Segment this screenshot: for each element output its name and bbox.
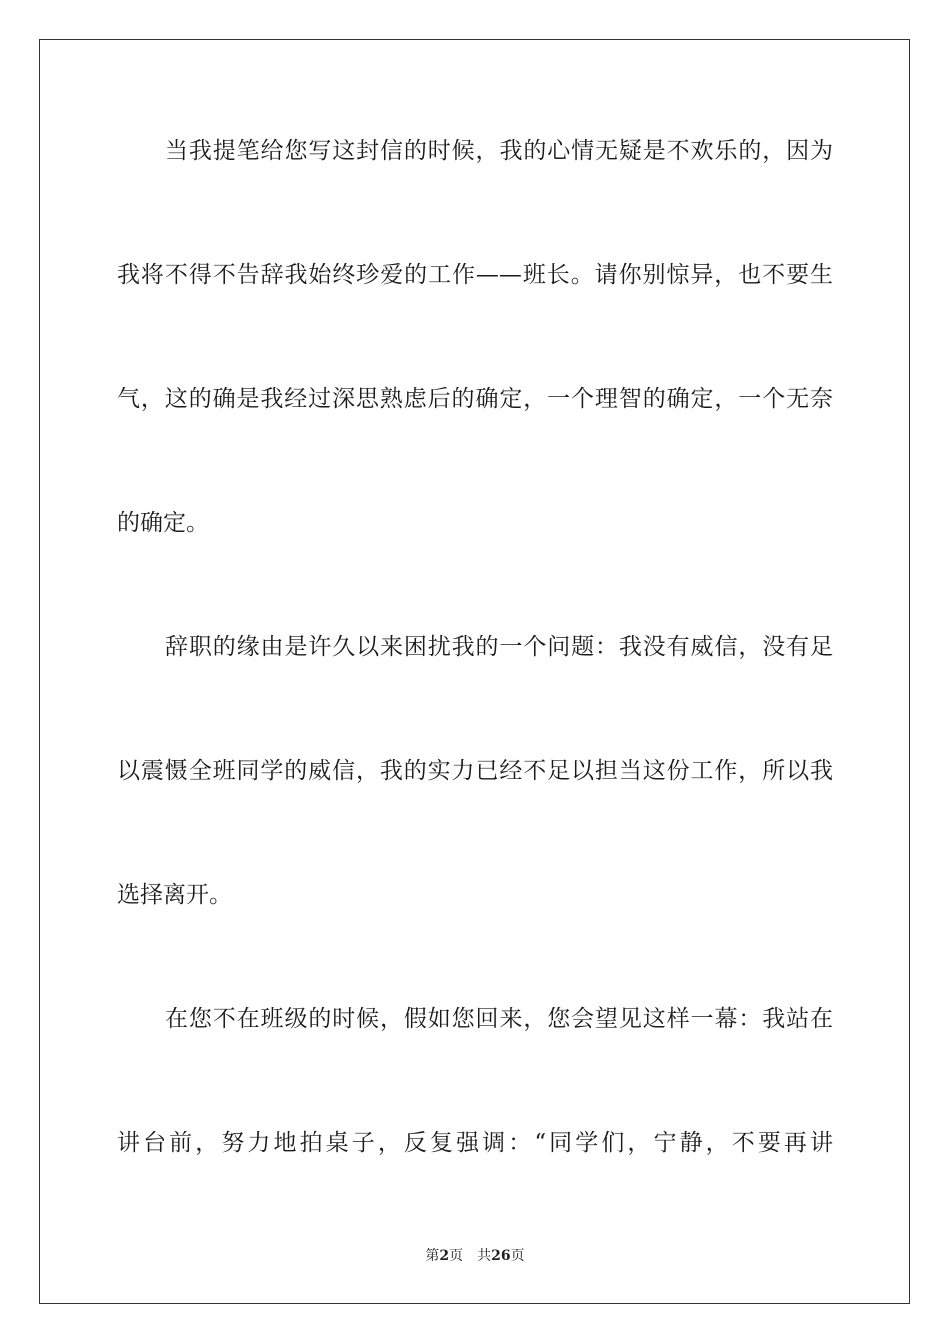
paragraph-1-line-4: 的确定。 [117,510,209,536]
footer-total-prefix: 共 [477,1248,492,1264]
paragraph-3-line-2: 讲台前，努力地拍桌子，反复强调：“同学们，宁静，不要再讲 [117,1130,833,1156]
paragraph-1-line-1: 当我提笔给您写这封信的时候，我的心情无疑是不欢乐的，因为 [165,138,833,164]
paragraph-3-line-1: 在您不在班级的时候，假如您回来，您会望见这样一幕：我站在 [165,1006,833,1032]
paragraph-2-line-1: 辞职的缘由是许久以来困扰我的一个问题：我没有威信，没有足 [165,634,833,660]
footer-page-prefix: 第 [425,1248,440,1264]
footer-total-pages: 26 [491,1248,511,1264]
paragraph-1-line-2: 我将不得不告辞我始终珍爱的工作——班长。请你别惊异，也不要生 [117,262,833,288]
footer-total-suffix: 页 [510,1248,525,1264]
paragraph-2-line-3: 选择离开。 [117,882,232,908]
footer-page-suffix: 页 [449,1248,464,1264]
footer-page-number: 2 [439,1248,450,1264]
page-border [39,39,910,1304]
paragraph-1-line-3: 气，这的确是我经过深思熟虑后的确定，一个理智的确定，一个无奈 [117,386,833,412]
page-footer [0,1247,950,1265]
paragraph-2-line-2: 以震慑全班同学的威信，我的实力已经不足以担当这份工作，所以我 [117,758,833,784]
